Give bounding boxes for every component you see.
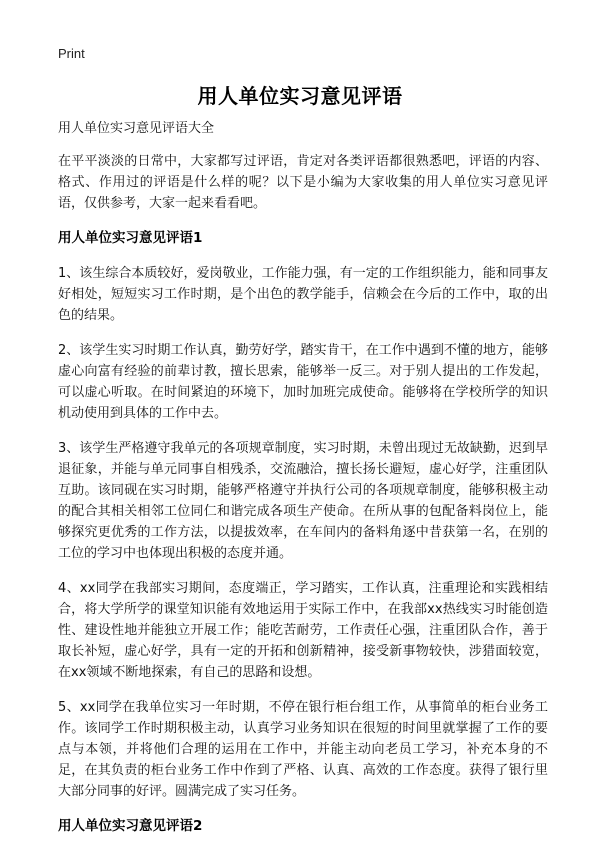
intro-paragraph: 在平平淡淡的日常中，大家都写过评语，肯定对各类评语都很熟悉吧，评语的内容、格式、作用过的评语是什么样的呢？以下是小编为大家收集的用人单位实习意见评语，仅供参考，大家一起来看看吧。 <box>58 154 548 211</box>
comment-paragraph-5: 5、xx同学在我单位实习一年时期，不停在银行柜台组工作，从事简单的柜台业务工作。该同学工作时期积极主动，认真学习业务知识在很短的时间里就掌握了工作的要点与本领，并将他们合理的运用在工作中，并能主动向老员工学习，补充本身的不足，在其负责的柜台业务工作中作到了严格、认真、高效的工作态度。获得了银行里大部分同事的好评。圆满完成了实习任务。 <box>58 700 548 799</box>
comment-paragraph-2: 2、该学生实习时期工作认真，勤劳好学，踏实肯干，在工作中遇到不懂的地方，能够虚心向富有经验的前辈讨教，擅长思索，能够举一反三。对于别人提出的工作发起，可以虚心听取。在时间紧迫的环境下，加时加班完成使命。能够将在学校所学的知识机动使用到具体的工作中去。 <box>58 343 548 421</box>
section-heading-2: 用人单位实习意见评语2 <box>58 818 203 834</box>
comment-paragraph-1: 1、该生综合本质较好，爱岗敬业，工作能力强，有一定的工作组织能力，能和同事友好相处，短短实习工作时期，是个出色的教学能手，信赖会在今后的工作中，取的出色的结果。 <box>58 266 548 323</box>
comment-paragraph-4: 4、xx同学在我部实习期间，态度端正，学习踏实，工作认真，注重理论和实践相结合，将大学所学的课堂知识能有效地运用于实际工作中，在我部xx热线实习时能创造性、建设性地并能独立开展工作；能吃苦耐劳，工作责任心强，注重团队合作，善于取长补短，虚心好学，具有一定的开拓和创新精神，接受新事物较快，涉猎面较宽，在xx领域不断地探索，有自己的思路和设想。 <box>58 581 548 680</box>
comment-paragraph-3: 3、该学生严格遵守我单元的各项规章制度，实习时期，未曾出现过无故缺勤，迟到早退征象，并能与单元同事自相残杀，交流融洽，擅长扬长避短，虚心好学，注重团队互助。该同砚在实习时期，能够严格遵守并执行公司的各项规章制度，能够积极主动的配合其相关相邻工位同仁和谐完成各项生产使命。在所从事的包配备料岗位上，能够探究更优秀的工作方法，以提拔效率，在车间内的备料角逐中昔获第一名，在别的工位的学习中也体现出积极的态度并通。 <box>58 441 548 561</box>
print-label: Print <box>58 46 85 61</box>
page-title: 用人单位实习意见评语 <box>197 84 403 108</box>
document-subtitle: 用人单位实习意见评语大全 <box>58 121 215 136</box>
document-body <box>58 118 548 851</box>
section-heading-1: 用人单位实习意见评语1 <box>58 230 203 246</box>
